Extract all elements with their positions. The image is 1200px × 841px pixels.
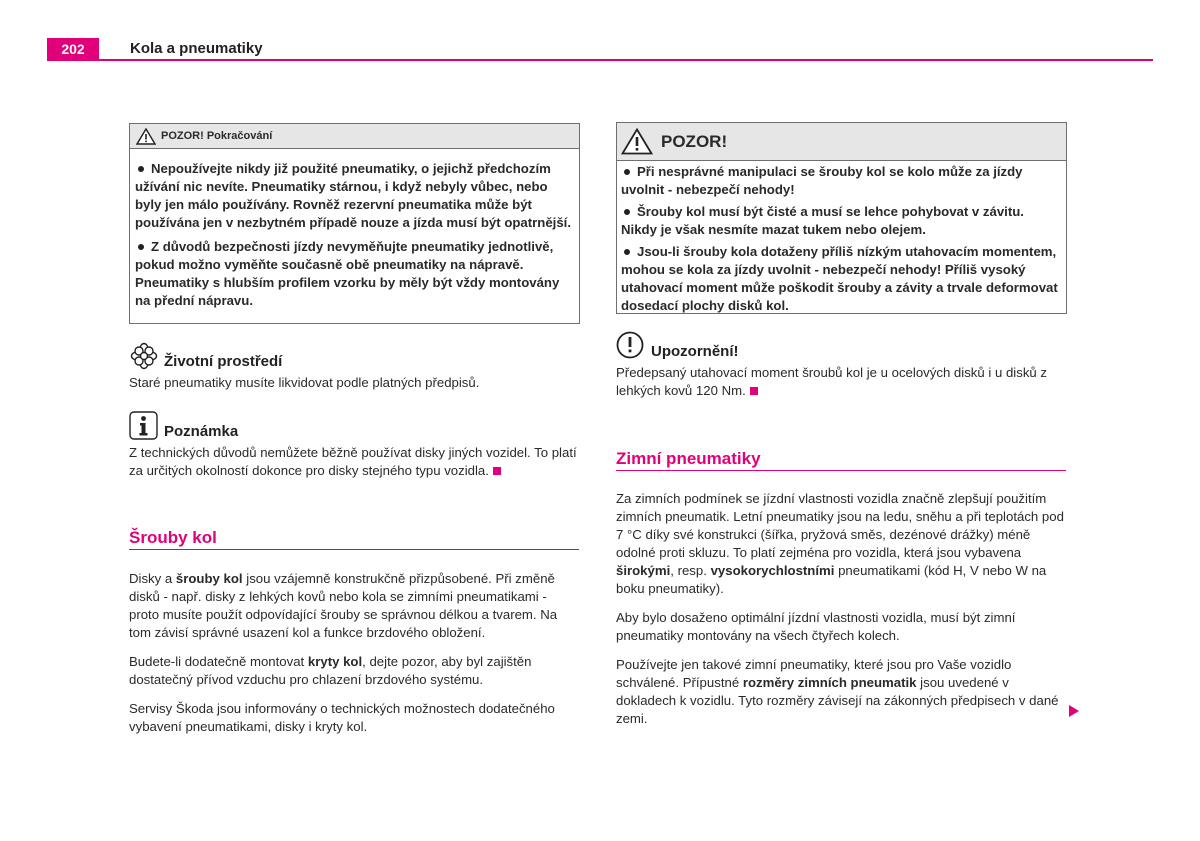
warning-continued-header [130,124,579,149]
warning-box [616,122,1067,314]
bolts-paragraph: Disky a šrouby kol jsou vzájemně konstrukčně přizpůsobené. Při změně disků - např. disky z lehkých kovů nebo kola se zimními pneumatikami - proto musíte použít odpovídající šrouby se správnou délkou a tvarem. Na tom závisí správné usazení kol a funkce brzdového obložení. [129,571,558,640]
page-number: 202 [47,38,99,61]
bullet [138,244,144,250]
warning-item: Šrouby kol musí být čisté a musí se lehce pohybovat v závitu. Nikdy je však nesmíte mazat tukem nebo olejem. [621,204,1024,237]
end-mark [750,387,758,395]
info-icon [129,411,158,440]
bolts-paragraph: Servisy Škoda jsou informovány o technických možnostech dodatečného vybavení pneumatikami, disky i kryty kol. [129,701,555,734]
chapter-title: Kola a pneumatiky [130,40,263,57]
exclamation-circle-icon [616,331,644,359]
warning-header [617,123,1066,161]
winter-paragraph: Za zimních podmínek se jízdní vlastnosti vozidla značně zlepšují použitím zimních pneumatik. Letní pneumatiky jsou na ledu, sněhu a při teplotách pod 7 °C díky své konstrukci (šířka, pryžová směs, dezénové drážky) méně odolné proti skluzu. To platí zejména pro vozidla, která jsou vybavena širokými, resp. vysokorychlostními pneumatikami (kód H, V nebo W na boku pneumatiky). [616,491,1064,596]
section-title-bolts: Šrouby kol [129,528,217,547]
section-rule [129,549,579,550]
caution-title: Upozornění! [651,343,739,360]
continue-arrow-icon [1068,704,1080,718]
winter-body [616,490,1066,739]
bolts-body [129,570,579,747]
warning-continued-box [129,123,580,324]
warning-item: Při nesprávné manipulaci se šrouby kol se kolo může za jízdy uvolnit - nebezpečí nehody! [621,164,1023,197]
warning-continued-item: Z důvodů bezpečnosti jízdy nevyměňujte pneumatiky jednotlivě, pokud možno vyměňte současně obě pneumatiky na nápravě. Pneumatiky s hlubším profilem vzorku by měly být vždy montovány na přední nápravu. [135,239,560,308]
end-mark [493,467,501,475]
winter-paragraph: Aby bylo dosaženo optimální jízdní vlastnosti vozidla, musí být zimní pneumatiky montovány na všech čtyřech kolech. [616,610,1016,643]
caution-text: Předepsaný utahovací moment šroubů kol je u ocelových disků i u disků z lehkých kovů 120 Nm. [616,365,1048,398]
flower-icon [130,342,158,370]
environment-text: Staré pneumatiky musíte likvidovat podle platných předpisů. [129,375,480,390]
warning-triangle-icon [136,128,156,145]
note-text: Z technických důvodů nemůžete běžně používat disky jiných vozidel. To platí za určitých okolností dokonce pro disky stejného typu vozidla. [129,445,577,478]
section-title-winter: Zimní pneumatiky [616,449,761,468]
warning-triangle-icon [621,128,653,155]
winter-paragraph: Používejte jen takové zimní pneumatiky, které jsou pro Vaše vozidlo schválené. Přípustné rozměry zimních pneumatik jsou uvedené v dokladech k vozidlu. Tyto rozměry závisejí na zákonných předpisech v dané zemi. [616,657,1059,726]
warning-item: Jsou-li šrouby kola dotaženy příliš nízkým utahovacím momentem, mohou se kola za jízdy uvolnit - nebezpečí nehody! Příliš vysoký utahovací moment může poškodit šrouby a závity a trvale deformovat dosedací plochy disků kol. [621,244,1058,313]
bullet [624,209,630,215]
bolts-paragraph: Budete-li dodatečně montovat kryty kol, dejte pozor, aby byl zajištěn dostatečný přívod vzduchu pro chlazení brzdového systému. [129,654,532,687]
bullet [138,166,144,172]
environment-title: Životní prostředí [164,353,283,370]
warning-title: POZOR! [661,131,728,151]
warning-continued-title: POZOR! Pokračování [161,130,273,142]
section-rule [616,470,1066,471]
warning-continued-item: Nepoužívejte nikdy již použité pneumatiky, o jejichž předchozím užívání nic nevíte. Pneumatiky stárnou, i když nebyly vůbec, nebo byly jen málo používány. Rovněž rezervní pneumatika může být používána jen v nezbytném případě nouze a jízda musí být opatrnější. [135,161,572,230]
bullet [624,169,630,175]
bullet [624,249,630,255]
note-title: Poznámka [164,423,239,440]
header-rule [47,59,1153,61]
